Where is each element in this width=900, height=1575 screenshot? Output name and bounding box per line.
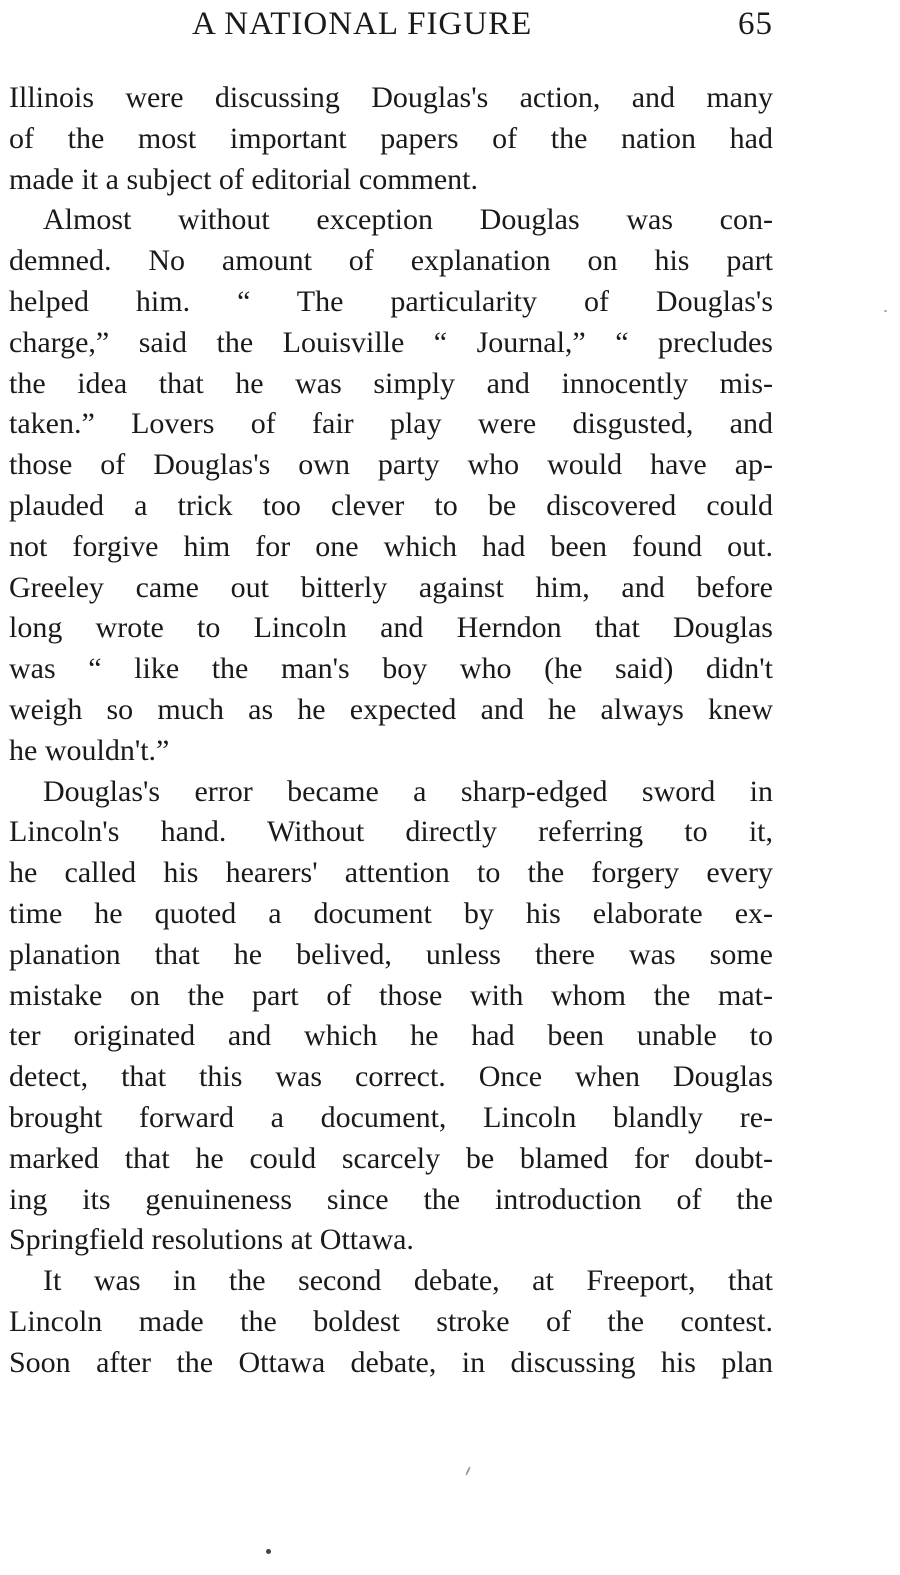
text-line: long wrote to Lincoln and Herndon that Douglas: [9, 611, 773, 645]
text-line: the idea that he was simply and innocently mis-: [9, 366, 773, 400]
text-line: marked that he could scarcely be blamed for doubt-: [9, 1141, 773, 1175]
text-line: Soon after the Ottawa debate, in discussing his plan: [9, 1345, 773, 1379]
print-speck: [266, 1549, 271, 1554]
text-line: Lincoln made the boldest stroke of the contest.: [9, 1304, 773, 1338]
text-line: Lincoln's hand. Without directly referring to it,: [9, 815, 773, 849]
text-line: Greeley came out bitterly against him, and before: [9, 570, 773, 604]
text-line: taken.” Lovers of fair play were disgusted, and: [9, 407, 773, 441]
running-head: [0, 6, 900, 46]
text-line: Springfield resolutions at Ottawa.: [9, 1223, 414, 1257]
text-line: not forgive him for one which had been found out.: [9, 529, 773, 563]
text-line: Almost without exception Douglas was con-: [43, 203, 773, 237]
text-line: plauded a trick too clever to be discovered could: [9, 488, 773, 522]
text-line: was “ like the man's boy who (he said) didn't: [9, 652, 773, 686]
page-number: 65: [738, 6, 773, 42]
text-line: demned. No amount of explanation on his part: [9, 244, 773, 278]
running-title: A NATIONAL FIGURE: [192, 6, 533, 42]
text-line: mistake on the part of those with whom the mat-: [9, 978, 773, 1012]
print-speck: [884, 310, 887, 312]
print-speck: [465, 1466, 471, 1476]
text-line: planation that he belived, unless there was some: [9, 937, 773, 971]
text-line: It was in the second debate, at Freeport, that: [43, 1264, 773, 1298]
text-line: he wouldn't.”: [9, 733, 170, 767]
text-line: Douglas's error became a sharp-edged sword in: [43, 774, 773, 808]
text-line: Illinois were discussing Douglas's action, and many: [9, 81, 773, 114]
text-line: helped him. “ The particularity of Douglas's: [9, 284, 773, 318]
text-line: of the most important papers of the nation had: [9, 121, 773, 155]
text-line: those of Douglas's own party who would have ap-: [9, 448, 773, 482]
body-text: [9, 78, 773, 1384]
text-line: ing its genuineness since the introduction of the: [9, 1182, 773, 1216]
text-line: detect, that this was correct. Once when Douglas: [9, 1060, 773, 1094]
text-line: brought forward a document, Lincoln blandly re-: [9, 1100, 773, 1134]
text-line: weigh so much as he expected and he always knew: [9, 692, 773, 726]
text-line: ter originated and which he had been unable to: [9, 1019, 773, 1053]
text-line: charge,” said the Louisville “ Journal,” “ precludes: [9, 325, 773, 359]
text-line: he called his hearers' attention to the forgery every: [9, 856, 773, 890]
text-line: made it a subject of editorial comment.: [9, 162, 479, 196]
text-line: time he quoted a document by his elaborate ex-: [9, 896, 773, 930]
